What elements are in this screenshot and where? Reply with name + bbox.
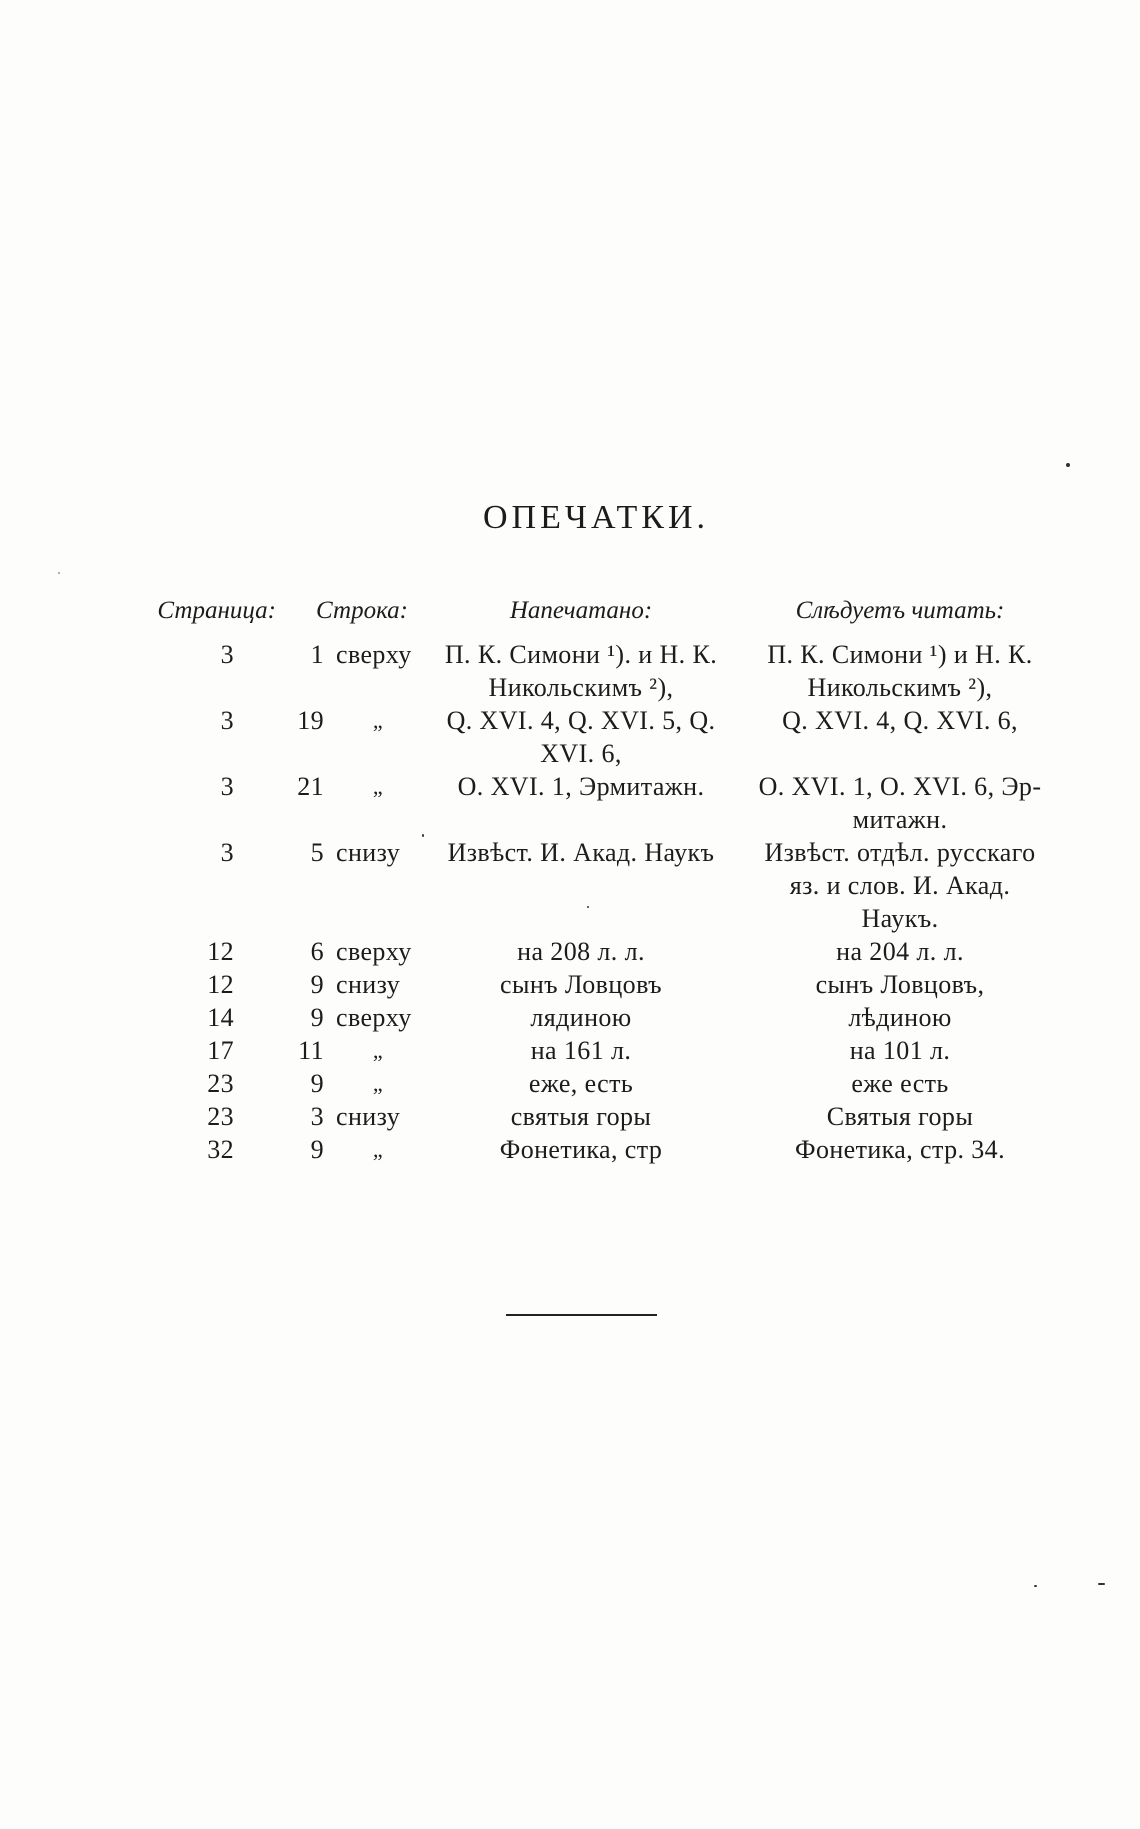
- line-number: 9: [310, 970, 324, 999]
- errata-row: [0, 1133, 1140, 1166]
- page-title: ОПЕЧАТКИ.: [482, 499, 710, 536]
- errata-row: [0, 968, 1140, 1001]
- scan-speck: [422, 834, 424, 837]
- line-number: 3: [310, 1102, 324, 1131]
- printed-text-line: Q. XVI. 4, Q. XVI. 5, Q.: [446, 706, 716, 735]
- correction-text: [745, 1001, 1055, 1034]
- line-number: 6: [310, 937, 324, 966]
- line-number: 5: [310, 838, 324, 867]
- correction-text-line: Святыя горы: [826, 1102, 974, 1131]
- printed-text-line: сынъ Ловцовъ: [500, 970, 662, 999]
- printed-text: [431, 968, 731, 1001]
- errata-row: [0, 1001, 1140, 1034]
- correction-text: [745, 1100, 1055, 1133]
- page-number: 3: [220, 706, 234, 735]
- correction-text: [745, 968, 1055, 1001]
- printed-text: [431, 770, 731, 836]
- errata-table: [0, 638, 1140, 1166]
- line-number: 9: [310, 1135, 324, 1164]
- header-printed: Напечатано:: [509, 597, 653, 624]
- page-number: 14: [207, 1003, 234, 1032]
- scan-speck: [1066, 463, 1070, 467]
- printed-text: [431, 1034, 731, 1067]
- line-number: 21: [297, 772, 324, 801]
- printed-text: [431, 704, 731, 770]
- correction-text-line: еже есть: [851, 1069, 949, 1098]
- printed-text-line: на 161 л.: [530, 1036, 632, 1065]
- correction-text-line: митажн.: [852, 805, 948, 834]
- printed-text: [431, 638, 731, 704]
- line-position: снизу: [336, 970, 401, 999]
- line-number: 19: [297, 706, 324, 735]
- printed-text-line: Извѣст. И. Акад. Наукъ: [447, 838, 715, 867]
- scan-speck: [58, 572, 60, 574]
- errata-row: [0, 1034, 1140, 1067]
- errata-row: [0, 935, 1140, 968]
- correction-text-line: Фонетика, стр. 34.: [795, 1135, 1005, 1164]
- printed-text-line: на 208 л. л.: [517, 937, 645, 966]
- correction-text-line: на 101 л.: [849, 1036, 951, 1065]
- line-position: сверху: [336, 1003, 412, 1032]
- page-number: 12: [207, 970, 234, 999]
- page-number: 3: [220, 772, 234, 801]
- correction-text-line: Q. XVI. 4, Q. XVI. 6,: [782, 706, 1018, 735]
- errata-row: [0, 1067, 1140, 1100]
- correction-text: [745, 1133, 1055, 1166]
- errata-row: [0, 638, 1140, 704]
- line-number: 9: [310, 1069, 324, 1098]
- errata-row: [0, 704, 1140, 770]
- line-position: „: [372, 774, 384, 799]
- correction-text: [745, 638, 1055, 704]
- correction-text-line: на 204 л. л.: [836, 937, 964, 966]
- line-position: „: [372, 1137, 384, 1162]
- header-should-read: Слѣдуетъ читать:: [795, 597, 1005, 624]
- header-page: Страница:: [157, 597, 276, 624]
- closing-rule: [506, 1314, 657, 1316]
- page-number: 23: [207, 1102, 234, 1131]
- line-position: сверху: [336, 937, 412, 966]
- errata-row: [0, 1100, 1140, 1133]
- printed-text: [431, 1133, 731, 1166]
- correction-text: [745, 1067, 1055, 1100]
- page-number: 17: [207, 1036, 234, 1065]
- printed-text-line: О. XVI. 1, Эрмитажн.: [457, 772, 705, 801]
- printed-text: [431, 1001, 731, 1034]
- printed-text: [431, 935, 731, 968]
- correction-text-line: Извѣст. отдѣл. русскаго: [764, 838, 1036, 867]
- page-number: 12: [207, 937, 234, 966]
- line-position: снизу: [336, 838, 401, 867]
- line-position: „: [372, 1038, 384, 1063]
- correction-text-line: лѣдиною: [848, 1003, 952, 1032]
- scan-speck: [1098, 1583, 1105, 1585]
- printed-text: [431, 836, 731, 935]
- printed-text-line: святыя горы: [510, 1102, 652, 1131]
- correction-text: [745, 1034, 1055, 1067]
- line-position: „: [372, 708, 384, 733]
- page-number: 32: [207, 1135, 234, 1164]
- correction-text-line: П. К. Симони ¹) и Н. К.: [767, 640, 1033, 669]
- page-number: 3: [220, 640, 234, 669]
- line-number: 9: [310, 1003, 324, 1032]
- scan-speck: [1034, 1585, 1037, 1587]
- correction-text-line: Никольскимъ ²),: [807, 673, 993, 702]
- page-number: 3: [220, 838, 234, 867]
- correction-text: [745, 935, 1055, 968]
- printed-text-line: XVI. 6,: [540, 739, 622, 768]
- correction-text: [745, 770, 1055, 836]
- printed-text-line: Никольскимъ ²),: [488, 673, 674, 702]
- printed-text-line: Фонетика, стр: [499, 1135, 663, 1164]
- line-number: 11: [298, 1036, 324, 1065]
- printed-text-line: лядиною: [530, 1003, 632, 1032]
- header-line: Строка:: [316, 597, 408, 624]
- line-position: сверху: [336, 640, 412, 669]
- correction-text-line: яз. и слов. И. Акад.: [789, 871, 1011, 900]
- errata-row: [0, 836, 1140, 935]
- line-number: 1: [310, 640, 324, 669]
- line-position: „: [372, 1071, 384, 1096]
- correction-text-line: сынъ Ловцовъ,: [815, 970, 985, 999]
- printed-text-line: еже, есть: [528, 1069, 634, 1098]
- scan-speck: [587, 906, 589, 908]
- printed-text: [431, 1100, 731, 1133]
- printed-text: [431, 1067, 731, 1100]
- printed-text-line: П. К. Симони ¹). и Н. К.: [444, 640, 718, 669]
- correction-text: [745, 704, 1055, 770]
- correction-text-line: Наукъ.: [861, 904, 939, 933]
- line-position: снизу: [336, 1102, 401, 1131]
- correction-text-line: О. XVI. 1, О. XVI. 6, Эр-: [758, 772, 1042, 801]
- errata-row: [0, 770, 1140, 836]
- page-number: 23: [207, 1069, 234, 1098]
- correction-text: [745, 836, 1055, 935]
